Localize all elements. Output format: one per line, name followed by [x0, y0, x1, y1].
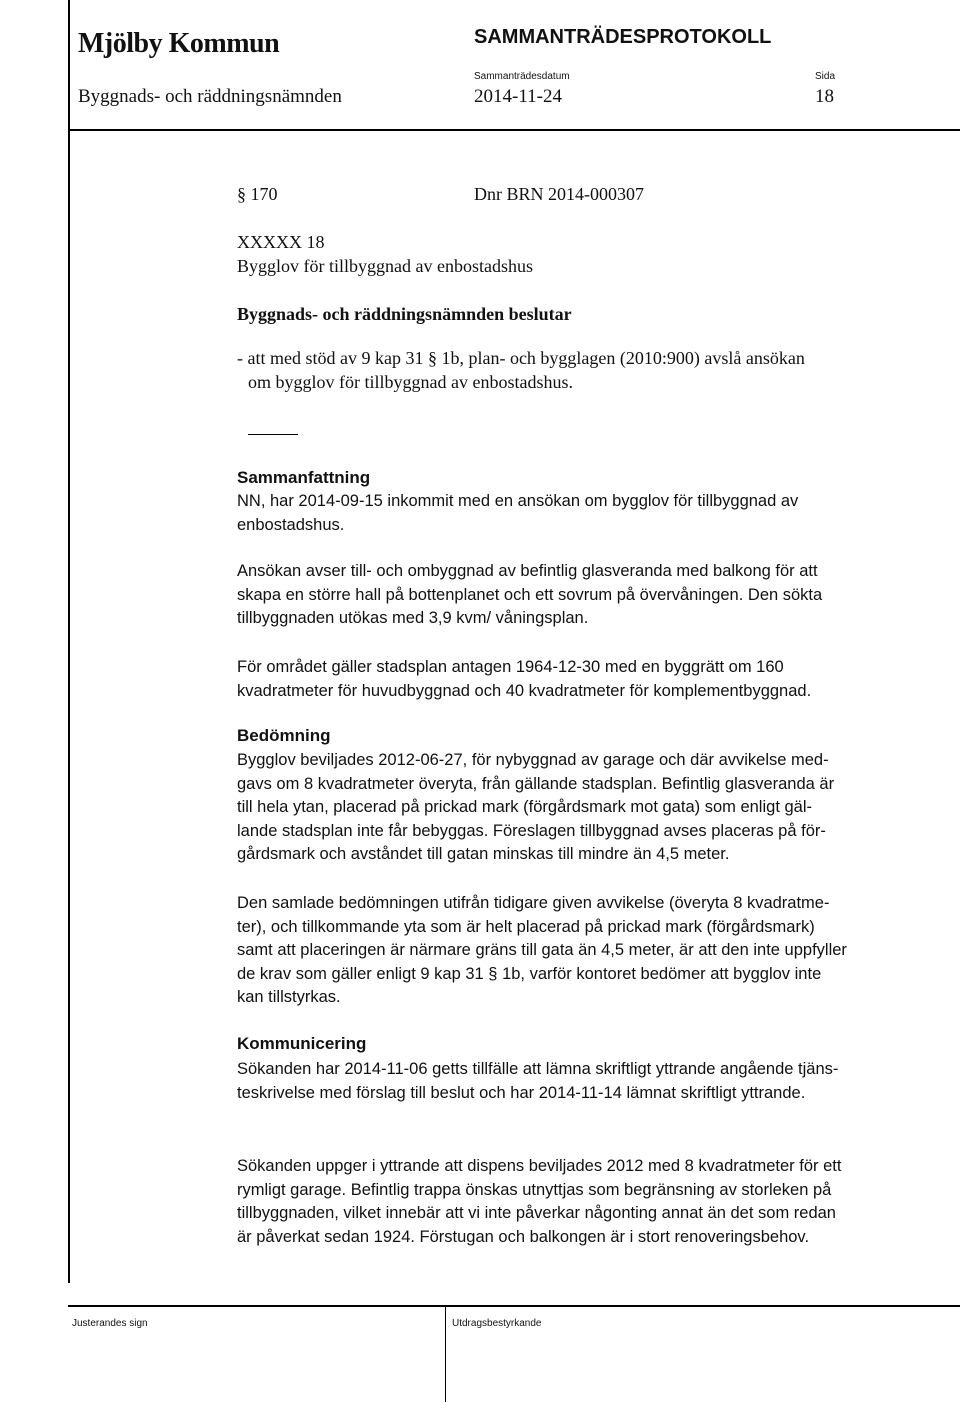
- document-type: SAMMANTRÄDESPROTOKOLL: [474, 26, 772, 48]
- meeting-date: 2014-11-24: [474, 86, 562, 107]
- text-line: tillbyggnaden utökas med 3,9 kvm/ våningsplan.: [237, 609, 589, 627]
- left-margin-rule: [68, 0, 70, 1283]
- summary-paragraph-2: [237, 560, 937, 631]
- section-number: § 170: [237, 184, 278, 204]
- text-line: Bygglov beviljades 2012-06-27, för nybyggnad av garage och där avvikelse med-: [237, 751, 829, 769]
- case-subject: Bygglov för tillbyggnad av enbostadshus: [237, 256, 533, 276]
- justification-signature-label: Justerandes sign: [72, 1318, 148, 1329]
- text-line: till hela ytan, placerad på prickad mark (förgårdsmark mot gata) som enligt gäl-: [237, 798, 812, 816]
- summary-paragraph-3: [237, 656, 937, 703]
- text-line: de krav som gäller enligt 9 kap 31 § 1b, varför kontoret bedömer att bygglov inte: [237, 964, 822, 983]
- decision-heading: Byggnads- och räddningsnämnden beslutar: [237, 304, 572, 324]
- footer-divider: [68, 1305, 960, 1307]
- page-label: Sida: [815, 71, 836, 82]
- text-line: samt att placeringen är närmare gräns till gata än 4,5 meter, är att den inte uppfyller: [237, 941, 847, 959]
- decision-end-rule: [248, 434, 298, 435]
- page-number: 18: [815, 86, 834, 107]
- text-line: ter), och tillkommande yta som är helt placerad på prickad mark (förgårdsmark): [237, 917, 815, 936]
- text-line: kvadratmeter för huvudbyggnad och 40 kvadratmeter för komplementbyggnad.: [237, 681, 812, 700]
- text-line: enbostadshus.: [237, 515, 345, 534]
- property-designation: XXXXX 18: [237, 232, 325, 252]
- extract-certification-label: Utdragsbestyrkande: [452, 1318, 542, 1329]
- text-line: kan tillstyrkas.: [237, 988, 341, 1006]
- text-line: Den samlade bedömningen utifrån tidigare given avvikelse (överyta 8 kvadratme-: [237, 894, 830, 912]
- text-line: För området gäller stadsplan antagen 1964-12-30 med en byggrätt om 160: [237, 658, 784, 676]
- assessment-heading: Bedömning: [237, 726, 331, 745]
- text-line: teskrivelse med förslag till beslut och har 2014-11-14 lämnat skriftligt yttrande.: [237, 1083, 806, 1102]
- communication-heading: Kommunicering: [237, 1034, 367, 1053]
- text-line: Sökanden har 2014-11-06 getts tillfälle att lämna skriftligt yttrande angående tjäns-: [237, 1060, 839, 1078]
- text-line: gårdsmark och avståndet till gatan minskas till mindre än 4,5 meter.: [237, 845, 730, 863]
- text-line: lande stadsplan inte får bebyggas. Föreslagen tillbyggnad avses placeras på för-: [237, 821, 826, 840]
- date-label: Sammanträdesdatum: [474, 71, 570, 82]
- decision-line-2: om bygglov för tillbyggnad av enbostadshus.: [248, 372, 573, 392]
- text-line: är påverkat sedan 1924. Förstugan och balkongen är i stort renoveringsbehov.: [237, 1227, 810, 1246]
- committee-name: Byggnads- och räddningsnämnden: [78, 86, 342, 107]
- assessment-paragraph-2: [237, 892, 937, 1010]
- case-dnr: Dnr BRN 2014-000307: [474, 184, 644, 204]
- text-line: tillbyggnaden, vilket innebär att vi inte påverkar någonting annat än det som redan: [237, 1204, 836, 1222]
- footer-column-divider: [445, 1307, 446, 1402]
- text-line: NN, har 2014-09-15 inkommit med en ansökan om bygglov för tillbyggnad av: [237, 492, 799, 510]
- summary-heading: Sammanfattning: [237, 468, 371, 487]
- header-divider: [68, 129, 960, 131]
- decision-line-1: - att med stöd av 9 kap 31 § 1b, plan- och bygglagen (2010:900) avslå ansökan: [237, 348, 805, 368]
- text-line: Sökanden uppger i yttrande att dispens beviljades 2012 med 8 kvadratmeter för ett: [237, 1157, 842, 1175]
- text-line: Ansökan avser till- och ombyggnad av befintlig glasveranda med balkong för att: [237, 562, 818, 580]
- communication-paragraph-1: [237, 1058, 937, 1105]
- communication-paragraph-2: [237, 1155, 937, 1249]
- text-line: rymligt garage. Befintlig trappa önskas utnyttjas som begränsning av storleken på: [237, 1180, 832, 1199]
- text-line: skapa en större hall på bottenplanet och ett sovrum på övervåningen. Den sökta: [237, 585, 823, 604]
- text-line: gavs om 8 kvadratmeter överyta, från gällande stadsplan. Befintlig glasveranda är: [237, 774, 835, 793]
- summary-paragraph-1: [237, 490, 937, 537]
- assessment-paragraph-1: [237, 749, 937, 867]
- org-name: Mjölby Kommun: [78, 28, 280, 59]
